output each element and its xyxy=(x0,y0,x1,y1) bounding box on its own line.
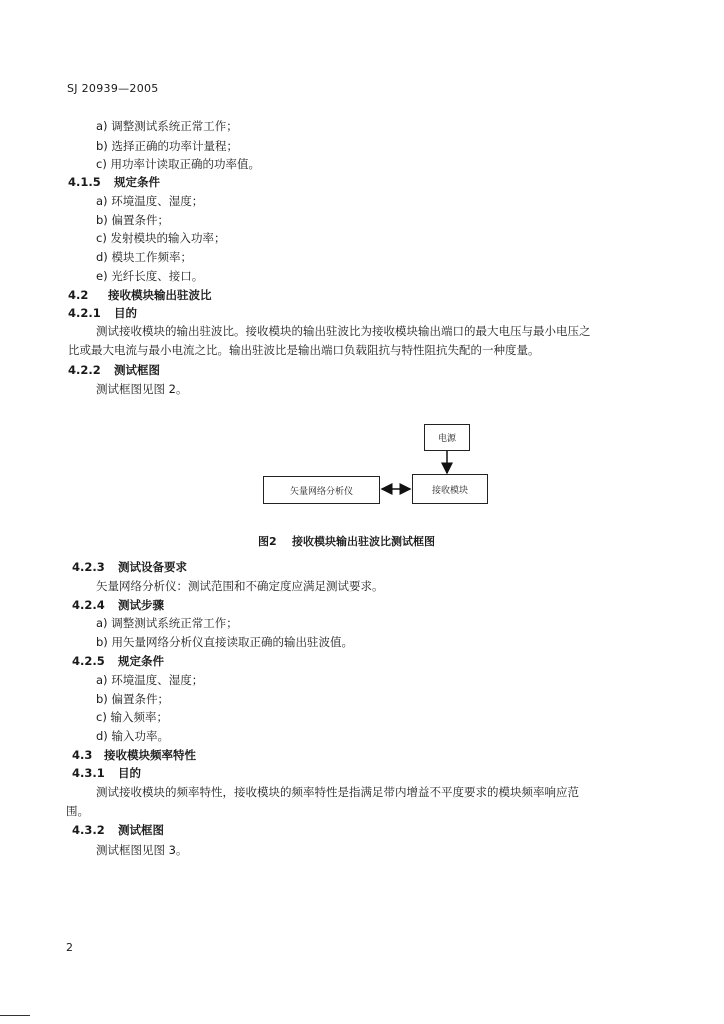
section-title: 规定条件 xyxy=(114,175,160,189)
section-number: 4.2.2 xyxy=(68,363,101,377)
list-item: c) 输入频率； xyxy=(96,710,168,724)
list-item: b) 选择正确的功率计量程； xyxy=(96,139,238,153)
section-number: 4.2.5 xyxy=(72,654,105,668)
figure-caption: 图2 接收模块输出驻波比测试框图 xyxy=(258,535,435,548)
footer-divider xyxy=(0,1015,30,1016)
list-item: b) 偏置条件； xyxy=(96,692,169,706)
section-title: 测试框图 xyxy=(114,363,160,377)
list-item: d) 输入功率。 xyxy=(96,729,169,743)
list-item: e) 光纤长度、接口。 xyxy=(96,269,204,283)
section-title: 目的 xyxy=(118,766,141,780)
section-title: 测试设备要求 xyxy=(118,560,187,574)
list-item: d) 模块工作频率； xyxy=(96,250,192,264)
receiver-module-box xyxy=(412,474,488,504)
section-heading-4-2-4 xyxy=(72,597,164,613)
page-number: 2 xyxy=(66,941,73,954)
paragraph: 矢量网络分析仪：测试范围和不确定度应满足测试要求。 xyxy=(96,579,384,593)
section-title: 目的 xyxy=(114,306,137,320)
list-item: a) 调整测试系统正常工作； xyxy=(96,119,238,133)
document-header: SJ 20939—2005 xyxy=(67,82,159,95)
analyzer-label: 矢量网络分析仪 xyxy=(289,486,353,497)
section-heading-4-3-1 xyxy=(72,765,141,781)
section-number: 4.2.4 xyxy=(72,598,105,612)
paragraph: 测试框图见图 2。 xyxy=(96,382,188,396)
power-supply-box xyxy=(424,424,470,451)
paragraph: 测试框图见图 3。 xyxy=(96,843,188,857)
paragraph-line: 测试接收模块的输出驻波比。接收模块的输出驻波比为接收模块输出端口的最大电压与最小电压之 xyxy=(96,324,591,338)
section-heading-4-2-5 xyxy=(72,653,164,669)
section-number: 4.3.2 xyxy=(72,823,105,837)
section-number: 4.2.1 xyxy=(68,306,101,320)
paragraph-line: 围。 xyxy=(66,804,89,818)
list-item: a) 环境温度、湿度； xyxy=(96,673,204,687)
section-title: 测试步骤 xyxy=(118,598,164,612)
power-supply-label: 电源 xyxy=(437,434,456,444)
section-title: 测试框图 xyxy=(118,823,164,837)
list-item: c) 用功率计读取正确的功率值。 xyxy=(96,157,260,171)
section-number: 4.3 xyxy=(72,748,93,762)
section-title: 接收模块输出驻波比 xyxy=(108,288,212,302)
section-number: 4.2 xyxy=(68,288,89,302)
list-item: a) 环境温度、湿度； xyxy=(96,194,204,208)
list-item: c) 发射模块的输入功率； xyxy=(96,231,226,245)
section-number: 4.2.3 xyxy=(72,560,105,574)
list-item: b) 用矢量网络分析仪直接读取正确的输出驻波值。 xyxy=(96,635,353,649)
section-heading-4-3-2 xyxy=(72,822,164,838)
paragraph-line: 比或最大电流与最小电流之比。输出驻波比是输出端口负载阻抗与特性阻抗失配的一种度量。 xyxy=(68,343,540,357)
section-title: 接收模块频率特性 xyxy=(104,748,196,762)
vector-network-analyzer-box xyxy=(263,476,380,504)
section-heading-4-3 xyxy=(72,747,196,763)
section-title: 规定条件 xyxy=(118,654,164,668)
section-number: 4.3.1 xyxy=(72,766,105,780)
list-item: a) 调整测试系统正常工作； xyxy=(96,616,238,630)
receiver-label: 接收模块 xyxy=(431,485,468,496)
section-number: 4.1.5 xyxy=(68,175,101,189)
paragraph-line: 测试接收模块的频率特性，接收模块的频率特性是指满足带内增益不平度要求的模块频率响应范 xyxy=(96,785,579,799)
list-item: b) 偏置条件； xyxy=(96,213,169,227)
section-heading-4-2-3 xyxy=(72,559,187,575)
